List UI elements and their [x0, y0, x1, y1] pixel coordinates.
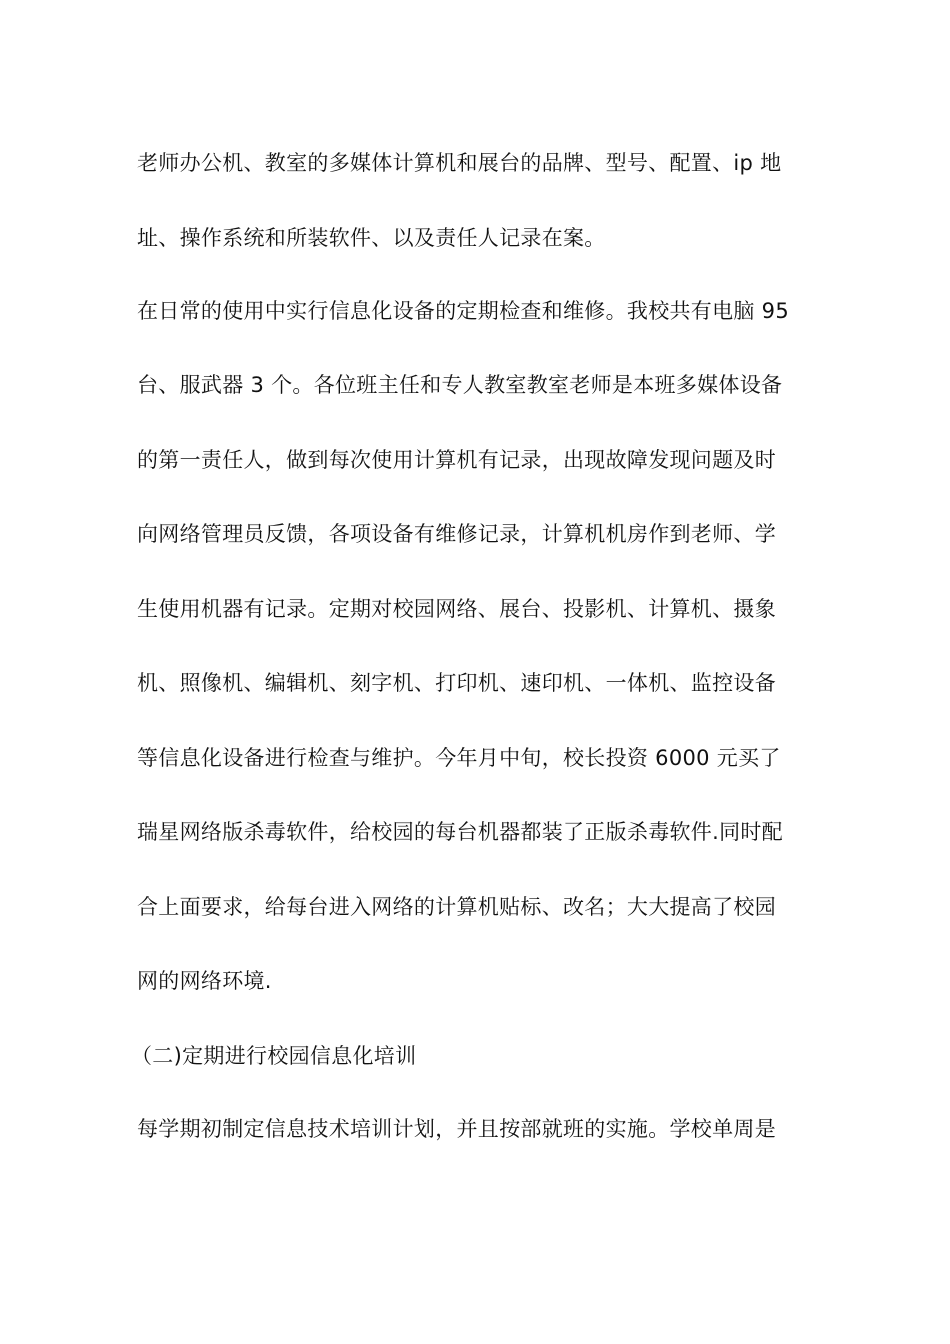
text-line: 台、服武器 3 个。各位班主任和专人教室教室老师是本班多媒体设备 [137, 373, 783, 397]
text-line: 的第一责任人，做到每次使用计算机有记录，出现故障发现问题及时 [137, 448, 776, 472]
text-line: 向网络管理员反馈，各项设备有维修记录，计算机机房作到老师、学 [137, 522, 776, 546]
text-line: 网的网络环境. [137, 969, 272, 993]
text-line: 机、照像机、编辑机、刻字机、打印机、速印机、一体机、监控设备 [137, 671, 776, 695]
text-line: 瑞星网络版杀毒软件，给校园的每台机器都装了正版杀毒软件.同时配 [137, 820, 783, 844]
text-line: 每学期初制定信息技术培训计划，并且按部就班的实施。学校单周是 [137, 1117, 776, 1141]
section-heading: （二)定期进行校园信息化培训 [131, 1044, 417, 1068]
text-line: 址、操作系统和所装软件、以及责任人记录在案。 [137, 226, 606, 250]
text-line: 等信息化设备进行检查与维护。今年月中旬，校长投资 6000 元买了 [137, 746, 781, 770]
text-line: 合上面要求，给每台进入网络的计算机贴标、改名；大大提高了校园 [137, 895, 776, 919]
text-line: 生使用机器有记录。定期对校园网络、展台、投影机、计算机、摄象 [137, 597, 776, 621]
text-line: 在日常的使用中实行信息化设备的定期检查和维修。我校共有电脑 95 [137, 299, 789, 323]
text-line: 老师办公机、教室的多媒体计算机和展台的品牌、型号、配置、ip 地 [137, 151, 782, 175]
